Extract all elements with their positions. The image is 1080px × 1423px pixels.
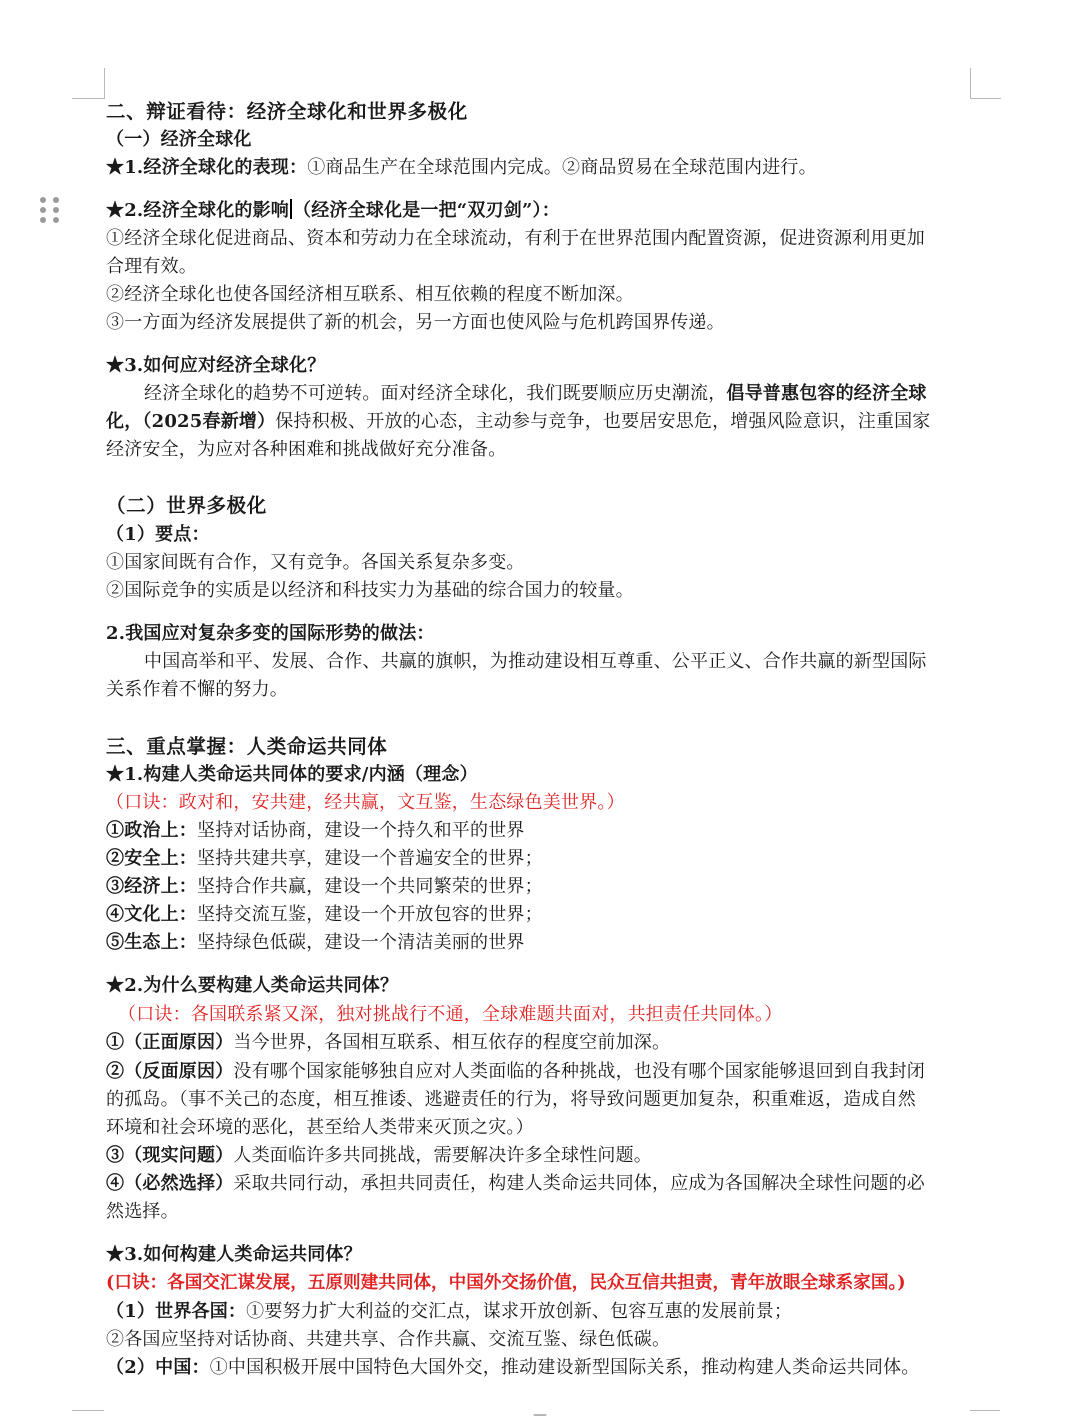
paragraph-line <box>106 380 972 408</box>
item-label: （1）要点： <box>106 524 210 545</box>
section-heading: 二、辩证看待：经济全球化和世界多极化 <box>106 100 468 123</box>
measure-text: ①中国积极开展中国特色大国外交，推动建设新型国际关系，推动构建人类命运共同体。 <box>209 1357 920 1378</box>
paragraph-line <box>106 1170 972 1198</box>
paragraph-line <box>106 1298 972 1326</box>
paragraph-line: 然选择。 <box>106 1201 179 1222</box>
item-label: ★2.为什么要构建人类命运共同体？ <box>106 975 399 996</box>
list-label: ①政治上： <box>106 820 197 841</box>
paragraph-line: ③一方面为经济发展提供了新的机会，另一方面也使风险与危机跨国界传递。 <box>106 312 725 333</box>
reason-text: 采取共同行动，承担共同责任，构建人类命运共同体，应成为各国解决全球性问题的必 <box>233 1173 926 1194</box>
list-text: 坚持对话协商，建设一个持久和平的世界 <box>197 820 525 841</box>
paragraph <box>106 154 972 182</box>
paragraph-line: 经济安全，为应对各种困难和挑战做好充分准备。 <box>106 439 507 460</box>
list-label: ②安全上： <box>106 848 197 869</box>
measure-label: （2）中国： <box>106 1357 210 1378</box>
list-label: ⑤生态上： <box>106 932 197 953</box>
item-label: ★1.经济全球化的表现： <box>106 157 308 178</box>
paragraph-line: ②各国应坚持对话协商、共建共享、合作共赢、交流互鉴、绿色低碳。 <box>106 1329 671 1350</box>
section-heading: 三、重点掌握：人类命运共同体 <box>106 735 388 758</box>
paragraph-line: 合理有效。 <box>106 256 197 277</box>
reason-text: 没有哪个国家能够独自应对人类面临的各种挑战，也没有哪个国家能够退回到自我封闭 <box>233 1061 926 1082</box>
list-item <box>106 873 972 901</box>
subheading: （一）经济全球化 <box>106 129 252 150</box>
reason-text: 当今世界，各国相互联系、相互依存的程度空前加深。 <box>233 1032 671 1053</box>
item-label: ★3.如何构建人类命运共同体？ <box>106 1244 362 1265</box>
list-text: 坚持绿色低碳，建设一个清洁美丽的世界 <box>197 932 525 953</box>
reason-text: 人类面临许多共同挑战，需要解决许多全球性问题。 <box>233 1145 653 1166</box>
reason-label: ②（反面原因） <box>106 1061 234 1082</box>
list-item <box>106 817 972 845</box>
paragraph-line: ①国家间既有合作，又有竞争。各国关系复杂多变。 <box>106 552 525 573</box>
text-cursor <box>290 199 292 219</box>
paragraph-line: 环境和社会环境的恶化，甚至给人类带来灭顶之灾。） <box>106 1117 534 1138</box>
item-label: ★2.经济全球化的影响 <box>106 200 289 221</box>
paragraph-line: 中国高举和平、发展、合作、共赢的旗帜，为推动建设相互尊重、公平正义、合作共赢的新型国际 <box>144 651 927 672</box>
paragraph-line: 关系作着不懈的努力。 <box>106 679 288 700</box>
list-item <box>106 845 972 873</box>
list-item <box>106 929 972 957</box>
list-text: 坚持交流互鉴，建设一个开放包容的世界； <box>197 904 543 925</box>
paragraph-line: ②经济全球化也使各国经济相互联系、相互依赖的程度不断加深。 <box>106 284 634 305</box>
paragraph-line <box>106 1029 972 1057</box>
item-label: 2.我国应对复杂多变的国际形势的做法： <box>106 623 435 644</box>
paragraph-line: ②国际竞争的实质是以经济和科技实力为基础的综合国力的较量。 <box>106 580 634 601</box>
paragraph-line: 的孤岛。（事不关己的态度，相互推诿、逃避责任的行为，将导致问题更加复杂，积重难返，造成自然 <box>106 1089 916 1110</box>
mnemonic-red: (口诀：各国交汇谋发展，五原则建共同体，中国外交扬价值，民众互信共担责，青年放眼全球系家国。) <box>106 1272 906 1293</box>
list-text: 坚持合作共赢，建设一个共同繁荣的世界； <box>197 876 543 897</box>
list-text: 坚持共建共享，建设一个普遍安全的世界； <box>197 848 543 869</box>
list-item <box>106 901 972 929</box>
paragraph-line <box>106 1058 972 1086</box>
text: 经济全球化的趋势不可逆转。面对经济全球化，我们既要顺应历史潮流， <box>144 383 727 404</box>
reason-label: ①（正面原因） <box>106 1032 234 1053</box>
reason-label: ④（必然选择） <box>106 1173 234 1194</box>
measure-label: （1）世界各国： <box>106 1301 247 1322</box>
item-label: ★3.如何应对经济全球化？ <box>106 355 326 376</box>
item-label: ★1.构建人类命运共同体的要求/内涵（理念） <box>106 764 478 785</box>
paragraph <box>106 197 972 225</box>
paragraph-line <box>106 1354 972 1382</box>
measure-text: ①要努力扩大利益的交汇点，谋求开放创新、包容互惠的发展前景； <box>246 1301 793 1322</box>
bold-text: 化，（2025春新增） <box>106 411 276 432</box>
subheading: （二）世界多极化 <box>106 494 267 517</box>
paragraph-line <box>106 1142 972 1170</box>
paragraph-line <box>106 408 972 436</box>
item-label-rest: （经济全球化是一把“双刃剑”）： <box>293 200 560 221</box>
bold-text: 倡导普惠包容的经济全球 <box>726 383 927 404</box>
paragraph-line: ①经济全球化促进商品、资本和劳动力在全球流动，有利于在世界范围内配置资源，促进资源利用更加 <box>106 228 925 249</box>
list-label: ④文化上： <box>106 904 197 925</box>
list-label: ③经济上： <box>106 876 197 897</box>
reason-label: ③（现实问题） <box>106 1145 234 1166</box>
margin-marker-top-right <box>970 68 1001 99</box>
margin-marker-bottom-right <box>970 1410 1000 1415</box>
item-text: ①商品生产在全球范围内完成。②商品贸易在全球范围内进行。 <box>307 157 817 178</box>
margin-marker-top-left <box>72 68 105 99</box>
margin-marker-bottom-left <box>72 1410 104 1415</box>
drag-handle-icon[interactable] <box>40 197 62 225</box>
mnemonic-red: （口诀：各国联系紧又深，独对挑战行不通，全球难题共面对，共担责任共同体。） <box>118 1004 783 1025</box>
text: 保持积极、开放的心态，主动参与竞争，也要居安思危，增强风险意识，注重国家 <box>275 411 931 432</box>
page-number-cut: — <box>533 1407 547 1423</box>
mnemonic-red: （口诀：政对和，安共建，经共赢，文互鉴，生态绿色美世界。） <box>106 792 625 813</box>
